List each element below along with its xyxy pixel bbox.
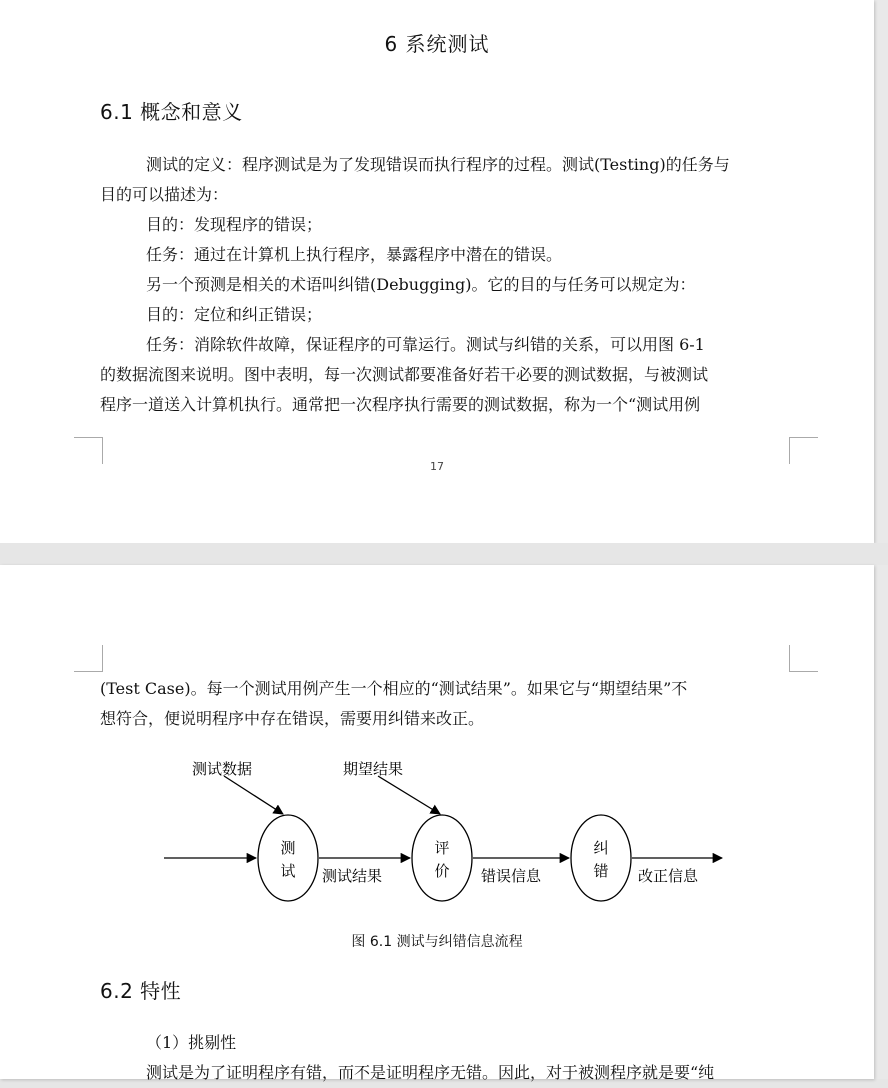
page-gap [0, 543, 888, 565]
figure-caption: 图 6.1 测试与纠错信息流程 [351, 934, 523, 950]
debug-node-label-1: 纠 [593, 839, 609, 857]
subheading-pickiness: （1）挑剔性 [146, 1033, 237, 1052]
margin-corner-mark [74, 645, 103, 672]
text-line: 任务：消除软件故障，保证程序的可靠运行。测试与纠错的关系，可以用图 6-1 [146, 335, 705, 354]
text-line: 另一个预测是相关的术语叫纠错(Debugging)。它的目的与任务可以规定为： [146, 275, 696, 294]
fix-info-label: 改正信息 [638, 867, 699, 885]
text-line: 测试的定义：程序测试是为了发现错误而执行程序的过程。测试(Testing)的任务与 [146, 155, 730, 174]
section-heading-6-1: 6.1 概念和意义 [100, 100, 243, 124]
text-line: 目的：发现程序的错误； [146, 215, 323, 234]
test-debug-flow-diagram [150, 752, 740, 912]
expected-result-arrow [378, 776, 440, 814]
test-data-arrow [224, 776, 283, 814]
expected-result-label: 期望结果 [343, 760, 404, 778]
text-line: 目的可以描述为： [100, 185, 229, 204]
body-paragraph [100, 150, 776, 420]
text-line: 任务：通过在计算机上执行程序，暴露程序中潜在的错误。 [146, 245, 563, 264]
test-node-label-1: 测 [280, 839, 296, 857]
page-number: 17 [430, 460, 444, 473]
text-line: 想符合，便说明程序中存在错误，需要用纠错来改正。 [100, 709, 485, 728]
text-line: 程序一道送入计算机执行。通常把一次程序执行需要的测试数据，称为一个“测试用例 [100, 395, 701, 414]
test-result-label: 测试结果 [322, 867, 383, 885]
error-info-label: 错误信息 [481, 867, 542, 885]
test-data-label: 测试数据 [192, 760, 253, 778]
scrollbar-track[interactable] [874, 0, 888, 1079]
debug-process-node [571, 815, 631, 901]
text-line: (Test Case)。每一个测试用例产生一个相应的“测试结果”。如果它与“期望结果”不 [100, 679, 688, 698]
section-heading-6-2: 6.2 特性 [100, 979, 182, 1003]
test-node-label-2: 试 [280, 862, 296, 880]
text-line: 测试是为了证明程序有错，而不是证明程序无错。因此，对于被测程序就是要“纯 [146, 1063, 715, 1082]
margin-corner-mark [789, 645, 818, 672]
text-line: 目的：定位和纠正错误； [146, 305, 323, 324]
evaluate-process-node [412, 815, 472, 901]
body-paragraph [100, 674, 776, 734]
eval-node-label-2: 价 [434, 862, 450, 880]
debug-node-label-2: 错 [593, 862, 609, 880]
chapter-title: 6 系统测试 [384, 32, 490, 56]
test-process-node [258, 815, 318, 901]
body-paragraph [100, 1028, 776, 1088]
eval-node-label-1: 评 [434, 839, 450, 857]
document-page-17 [0, 0, 874, 543]
text-line: 的数据流图来说明。图中表明，每一次测试都要准备好若干必要的测试数据，与被测试 [100, 365, 709, 384]
